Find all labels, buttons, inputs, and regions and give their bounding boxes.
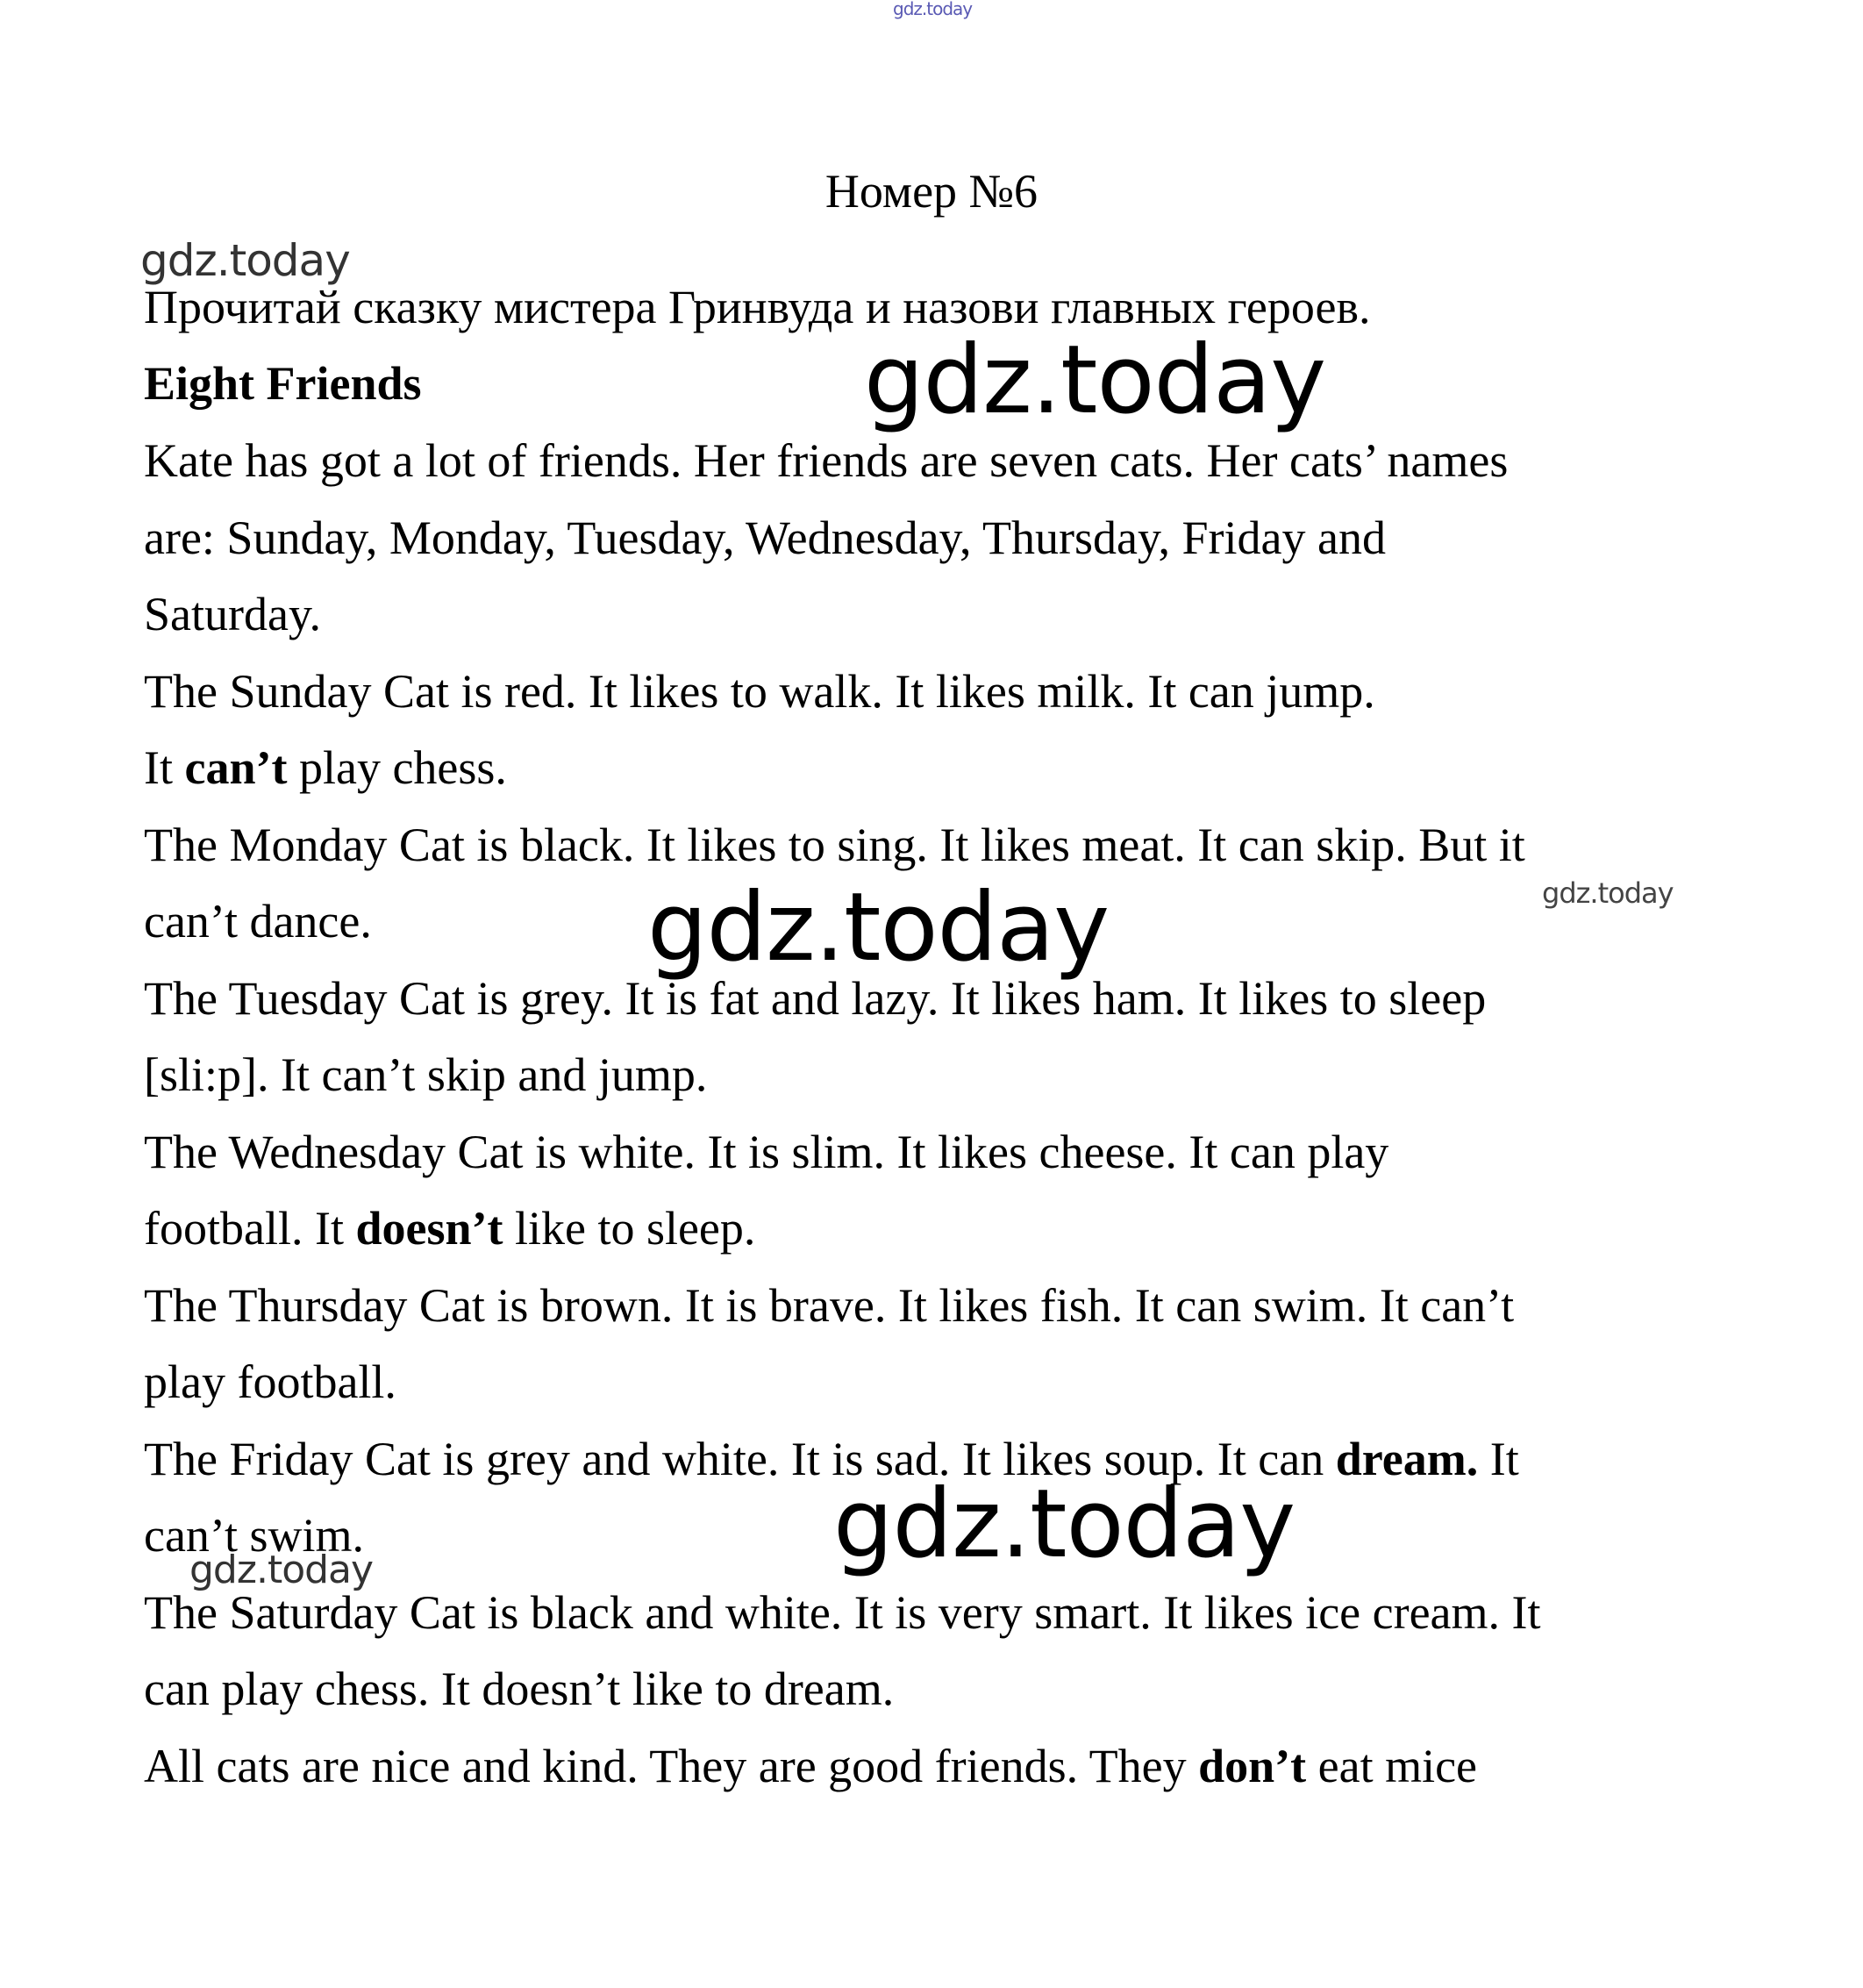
story-text: The Thursday Cat is brown. It is brave. It likes fish. It can swim. It can’t [144, 1279, 1515, 1332]
story-text: All cats are nice and kind. They are good friends. They [144, 1740, 1199, 1792]
story-text: It [1478, 1433, 1519, 1485]
watermark: gdz.today [647, 873, 1110, 983]
story-text: The Sunday Cat is red. It likes to walk. It likes milk. It can jump. [144, 665, 1375, 718]
story-text: The Monday Cat is black. It likes to sing. It likes meat. It can skip. But it [144, 819, 1525, 871]
story-text: Kate has got a lot of friends. Her friends are seven cats. Her cats’ names [144, 434, 1509, 487]
story-line [144, 665, 1375, 718]
story-text: [sli:p]. It can’t skip and jump. [144, 1048, 708, 1101]
emphasis-text: dream. [1335, 1433, 1479, 1485]
story-text: play football. [144, 1355, 396, 1408]
story-text: like to sleep. [503, 1202, 756, 1255]
story-text: The Friday Cat is grey and white. It is sad. It likes soup. It can [144, 1433, 1336, 1485]
story-line [144, 434, 1508, 487]
story-text: eat mice [1306, 1740, 1478, 1792]
story-line [144, 1740, 1477, 1792]
story-text: play chess. [287, 741, 507, 794]
story-line [144, 1586, 1541, 1639]
watermark: gdz.today [140, 235, 350, 286]
story-line [144, 511, 1386, 564]
story-text: are: Sunday, Monday, Tuesday, Wednesday, Thursday, Friday and [144, 511, 1386, 564]
story-line [144, 741, 507, 794]
watermark: gdz.today [189, 1548, 374, 1592]
emphasis-text: can’t [184, 741, 288, 794]
story-line [144, 1433, 1519, 1485]
watermark: gdz.today [864, 325, 1326, 435]
story-line [144, 819, 1525, 871]
story-line [144, 1663, 894, 1715]
story-text: football. It [144, 1202, 356, 1255]
story-text: The Tuesday Cat is grey. It is fat and lazy. It likes ham. It likes to sleep [144, 972, 1487, 1025]
emphasis-text: doesn’t [355, 1202, 503, 1255]
watermark: gdz.today [833, 1470, 1296, 1579]
story-text: Saturday. [144, 588, 321, 640]
story-text: can’t dance. [144, 895, 372, 948]
story-line [144, 895, 372, 948]
story-text: The Wednesday Cat is white. It is slim. It likes cheese. It can play [144, 1126, 1389, 1178]
watermark: gdz.today [1542, 876, 1674, 910]
story-text: It [144, 741, 185, 794]
story-line [144, 1279, 1514, 1332]
story-text: The Saturday Cat is black and white. It is very smart. It likes ice cream. It [144, 1586, 1541, 1639]
story-line [144, 1126, 1388, 1178]
story-title: Eight Friends [144, 357, 422, 410]
story-line [144, 588, 321, 640]
story-line [144, 1048, 707, 1101]
emphasis-text: don’t [1198, 1740, 1307, 1792]
instruction-text: Прочитай сказку мистера Гринвуда и назови главных героев. [144, 281, 1371, 333]
story-line [144, 1355, 396, 1408]
story-line [144, 1202, 755, 1255]
page-title: Номер №6 [824, 165, 1039, 218]
story-text: can’t swim. [144, 1509, 364, 1562]
watermark-top: gdz.today [893, 0, 973, 19]
story-text: can play chess. It doesn’t like to dream. [144, 1663, 895, 1715]
